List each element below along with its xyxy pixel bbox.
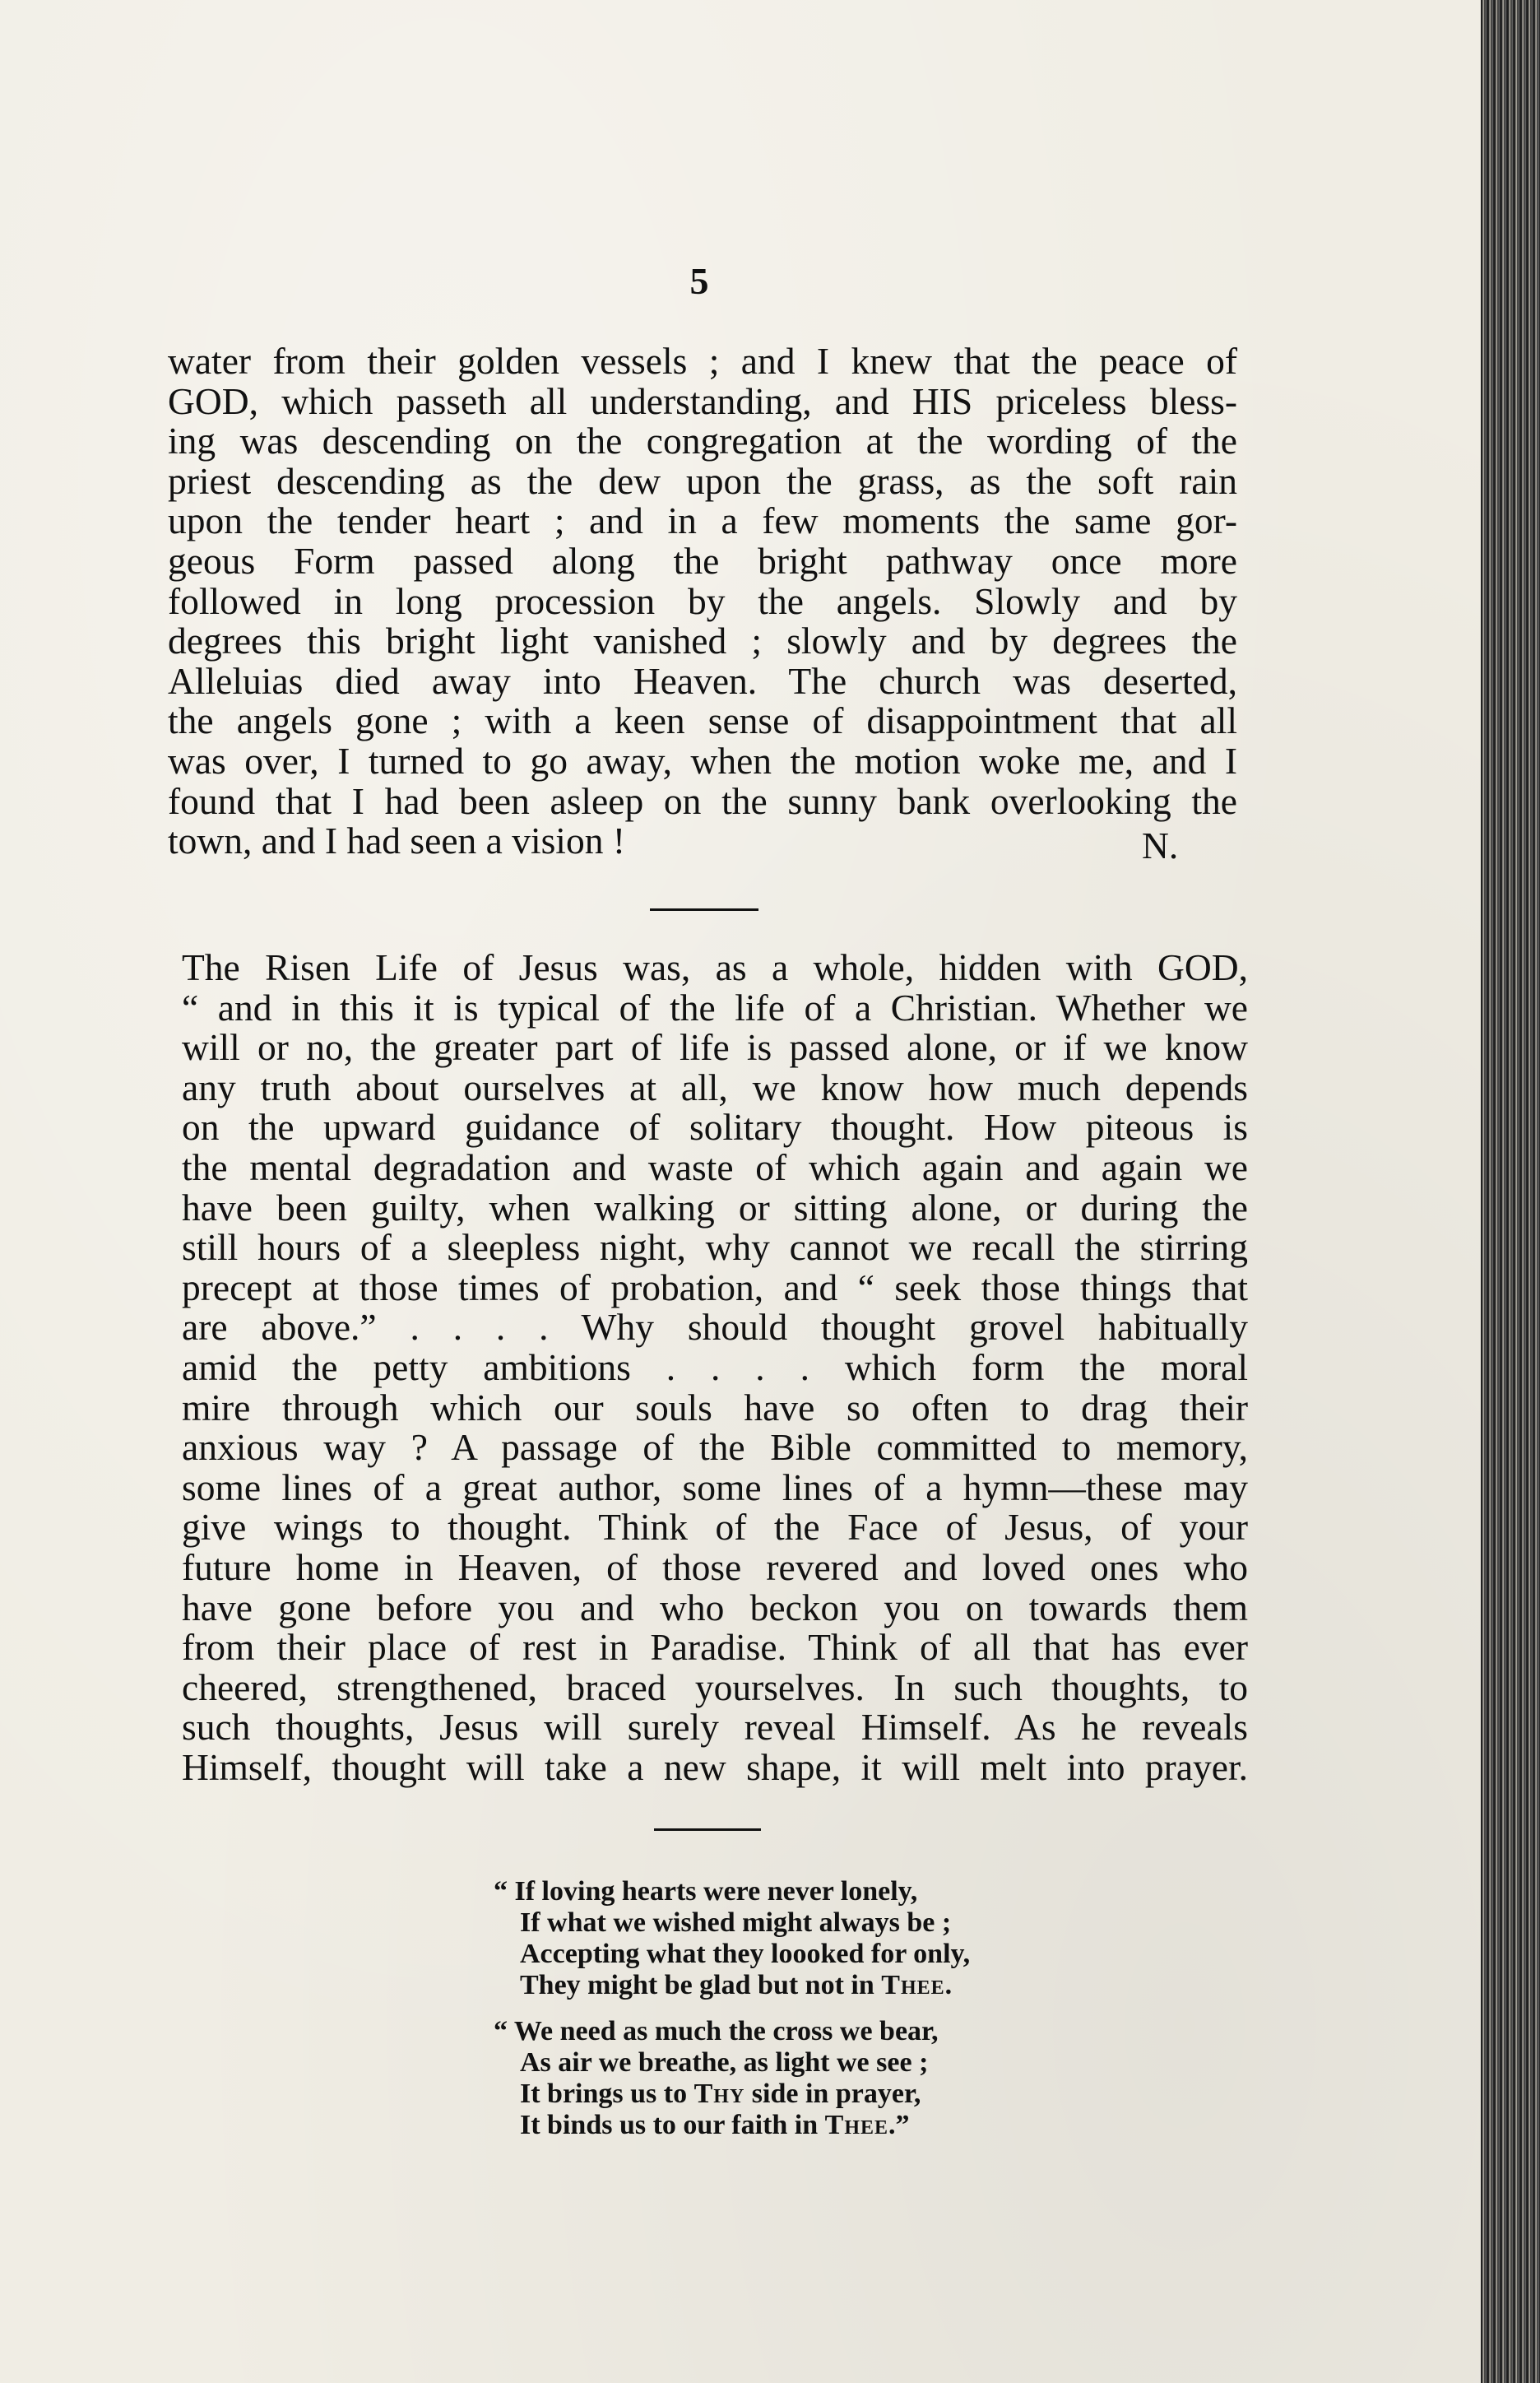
poem-line-text: .” [888,2110,910,2140]
text-line: geous Form passed along the bright pathway once more [168,539,1237,582]
text-line: any truth about ourselves at all, we know how much depends [182,1066,1248,1108]
text-line: upon the tender heart ; and in a few moments the same gor- [168,499,1237,542]
text-line: priest descending as the dew upon the grass, as the soft rain [168,459,1237,502]
text-line: Himself, thought will take a new shape, it will melt into prayer. [182,1745,1248,1788]
text-line: ing was descending on the congregation at the wording of the [168,420,1237,462]
text-line: on the upward guidance of solitary thought. How piteous is [182,1106,1248,1149]
poem-emphasis: Thy [693,2079,745,2109]
text-line: have been guilty, when walking or sitting alone, or during the [182,1186,1248,1229]
section-divider [650,908,758,911]
poem-line [494,1970,970,2001]
poem-line [494,2110,939,2141]
text-line: followed in long procession by the angels. Slowly and by [168,579,1237,622]
poem-stanza [494,2016,939,2141]
poem-line-text: . [944,1970,953,2000]
text-line: from their place of rest in Paradise. Think of all that has ever [182,1626,1248,1669]
book-page-edges [1481,0,1540,2383]
text-line: anxious way ? A passage of the Bible committed to memory, [182,1426,1248,1469]
text-line: was over, I turned to go away, when the motion woke me, and I [168,739,1237,782]
text-line: cheered, strengthened, braced yourselves. In such thoughts, to [182,1665,1248,1708]
text-line: Alleluias died away into Heaven. The church was deserted, [168,659,1237,702]
text-line: have gone before you and who beckon you on towards them [182,1586,1248,1628]
text-line: the mental degradation and waste of which again and again we [182,1145,1248,1188]
poem-line: Accepting what they loooked for only, [520,1939,971,1969]
text-line: The Risen Life of Jesus was, as a whole, hidden with GOD, [182,946,1248,988]
paragraph-risen-life [182,948,1248,1787]
poem-emphasis: Thee [881,1970,945,2000]
text-line: “ and in this it is typical of the life of a Christian. Whether we [182,986,1248,1029]
text-line: are above.” . . . . Why should thought grovel habitually [182,1306,1248,1349]
poem-line [494,2079,939,2110]
poem-line: If what we wished might always be ; [520,1907,952,1938]
poem-line-text: They might be glad but not in [520,1970,882,2000]
section-divider [654,1828,761,1831]
poem-emphasis: Thee [824,2110,889,2140]
text-line: still hours of a sleepless night, why cannot we recall the stirring [182,1226,1248,1269]
text-line: water from their golden vessels ; and I knew that the peace of [168,340,1237,382]
text-line: the angels gone ; with a keen sense of disappointment that all [168,699,1237,742]
text-line: found that I had been asleep on the sunny bank overlooking the [168,779,1237,822]
poem-line-text: It binds us to our faith in [520,2110,825,2140]
poem-line: As air we breathe, as light we see ; [520,2047,929,2078]
text-line: will or no, the greater part of life is passed alone, or if we know [182,1026,1248,1069]
text-line: precept at those times of probation, and “ seek those things that [182,1266,1248,1308]
poem-line: “ We need as much the cross we bear, [494,2016,939,2046]
poem-line-text: side in prayer, [744,2079,921,2109]
page-number: 5 [689,260,709,302]
author-signature: N. [1142,825,1179,866]
text-line: give wings to thought. Think of the Face of Jesus, of your [182,1506,1248,1549]
poem-stanza [494,1876,970,2001]
text-line: GOD, which passeth all understanding, and HIS priceless bless- [168,379,1237,422]
text-line: such thoughts, Jesus will surely reveal Himself. As he reveals [182,1706,1248,1749]
text-line: mire through which our souls have so often to drag their [182,1386,1248,1428]
poem-line: “ If loving hearts were never lonely, [494,1876,918,1907]
text-line: degrees this bright light vanished ; slowly and by degrees the [168,620,1237,662]
text-line: town, and I had seen a vision ! [168,820,625,862]
poem-line-text: It brings us to [520,2079,694,2109]
text-line: amid the petty ambitions . . . . which form the moral [182,1345,1248,1388]
text-line: future home in Heaven, of those revered and loved ones who [182,1545,1248,1588]
paragraph-vision [168,341,1237,862]
text-line: some lines of a great author, some lines of a hymn—these may [182,1466,1248,1508]
